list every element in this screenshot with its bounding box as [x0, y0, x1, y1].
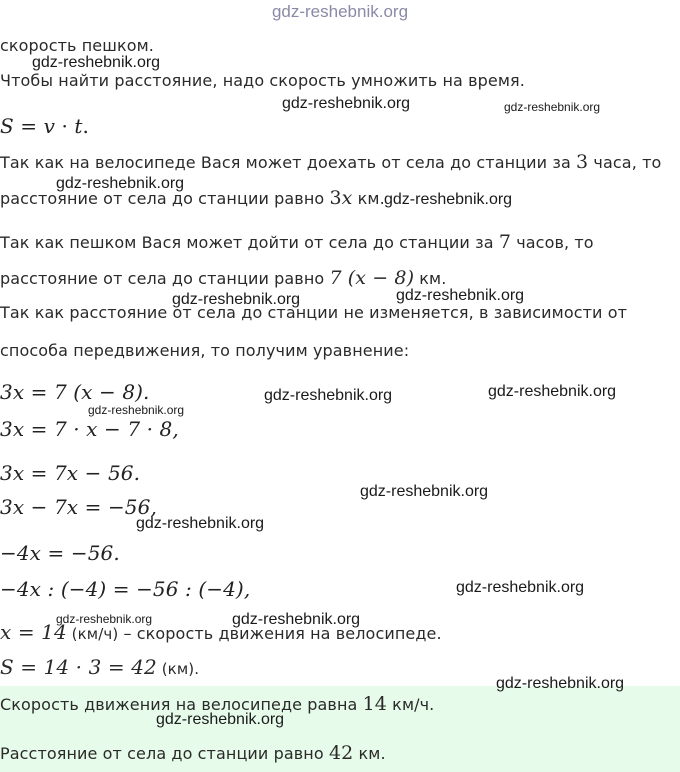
text-line-walk-time: [0, 232, 594, 253]
equation-2: 3x = 7 · x − 7 · 8,: [0, 417, 179, 441]
watermark: gdz-reshebnik.org: [504, 100, 601, 114]
watermark: gdz-reshebnik.org: [56, 175, 185, 192]
text-line-speed-walk: скорость пешком.: [0, 36, 154, 55]
answer-speed-post: км/ч.: [387, 695, 435, 714]
watermark: gdz-reshebnik.org: [56, 612, 153, 626]
walk-distance-post: км.: [414, 269, 447, 288]
watermark: gdz-reshebnik.org: [396, 287, 525, 304]
watermark: gdz-reshebnik.org: [232, 611, 361, 628]
watermark: gdz-reshebnik.org: [282, 95, 411, 112]
equation-1: 3x = 7 (x − 8).: [0, 380, 150, 404]
watermark: gdz-reshebnik.org: [264, 387, 393, 404]
watermark: gdz-reshebnik.org: [360, 483, 489, 500]
watermark: gdz-reshebnik.org: [496, 675, 625, 692]
formula-v: v: [43, 114, 55, 138]
equation-4: 3x − 7x = −56,: [0, 495, 157, 519]
watermark: gdz-reshebnik.org: [384, 191, 513, 208]
formula-eq: =: [13, 114, 44, 138]
formula-dot: ·: [55, 114, 75, 138]
formula-end: .: [82, 114, 89, 138]
answer-distance-pre: Расстояние от села до станции равно: [0, 744, 329, 763]
watermark: gdz-reshebnik.org: [156, 711, 285, 728]
answer-distance: [0, 743, 386, 764]
distance-result-math: S = 14 · 3 = 42: [0, 655, 157, 679]
speed-result-text: – скорость движения на велосипеде.: [118, 624, 442, 643]
equation-6: −4x : (−4) = −56 : (−4),: [0, 577, 251, 601]
walk-distance-expr: 7 (x − 8): [329, 267, 415, 289]
bike-distance-pre: расстояние от села до станции равно: [0, 189, 330, 208]
speed-result-math: x = 14: [0, 620, 67, 644]
answer-distance-num: 42: [328, 742, 354, 764]
answer-speed-num: 14: [362, 693, 387, 715]
watermark: gdz-reshebnik.org: [88, 403, 185, 417]
bike-time-pre: Так как на велосипеде Вася может доехать от села до станции за: [0, 153, 577, 172]
text-line-distance-constant: Так как расстояние от села до станции не изменяется, в зависимости от: [0, 303, 628, 322]
watermark: gdz-reshebnik.org: [136, 515, 265, 532]
distance-result-unit: (км).: [156, 660, 200, 678]
equation-3: 3x = 7x − 56.: [0, 461, 141, 485]
equation-5: −4x = −56.: [0, 541, 120, 565]
answer-distance-post: км.: [353, 744, 386, 763]
bike-distance-num: 3: [329, 187, 342, 209]
text-line-walk-distance: [0, 268, 446, 289]
bike-distance-var: x: [341, 187, 353, 209]
walk-time-post: часов, то: [511, 233, 594, 252]
walk-distance-pre: расстояние от села до станции равно: [0, 269, 330, 288]
formula-distance: [0, 115, 89, 137]
bike-time-num: 3: [576, 151, 589, 173]
text-line-find-distance: Чтобы найти расстояние, надо скорость умножить на время.: [0, 71, 525, 90]
header-watermark: gdz-reshebnik.org: [271, 2, 409, 21]
watermark: gdz-reshebnik.org: [32, 54, 161, 71]
bike-time-post: часа, то: [588, 153, 662, 172]
watermark: gdz-reshebnik.org: [172, 291, 301, 308]
bike-distance-post: км.: [352, 189, 385, 208]
text-line-equation-intro: способа передвижения, то получим уравнение:: [0, 341, 410, 360]
walk-time-num: 7: [498, 231, 512, 253]
speed-result-unit: (км/ч): [66, 625, 119, 643]
equation-8: [0, 657, 199, 679]
watermark: gdz-reshebnik.org: [488, 383, 617, 400]
formula-t: t: [74, 114, 83, 138]
answer-speed-pre: Скорость движения на велосипеде равна: [0, 695, 363, 714]
formula-s: S: [0, 114, 14, 138]
watermark: gdz-reshebnik.org: [456, 579, 585, 596]
walk-time-pre: Так как пешком Вася может дойти от села до станции за: [0, 233, 499, 252]
text-line-bike-time: [0, 152, 661, 173]
